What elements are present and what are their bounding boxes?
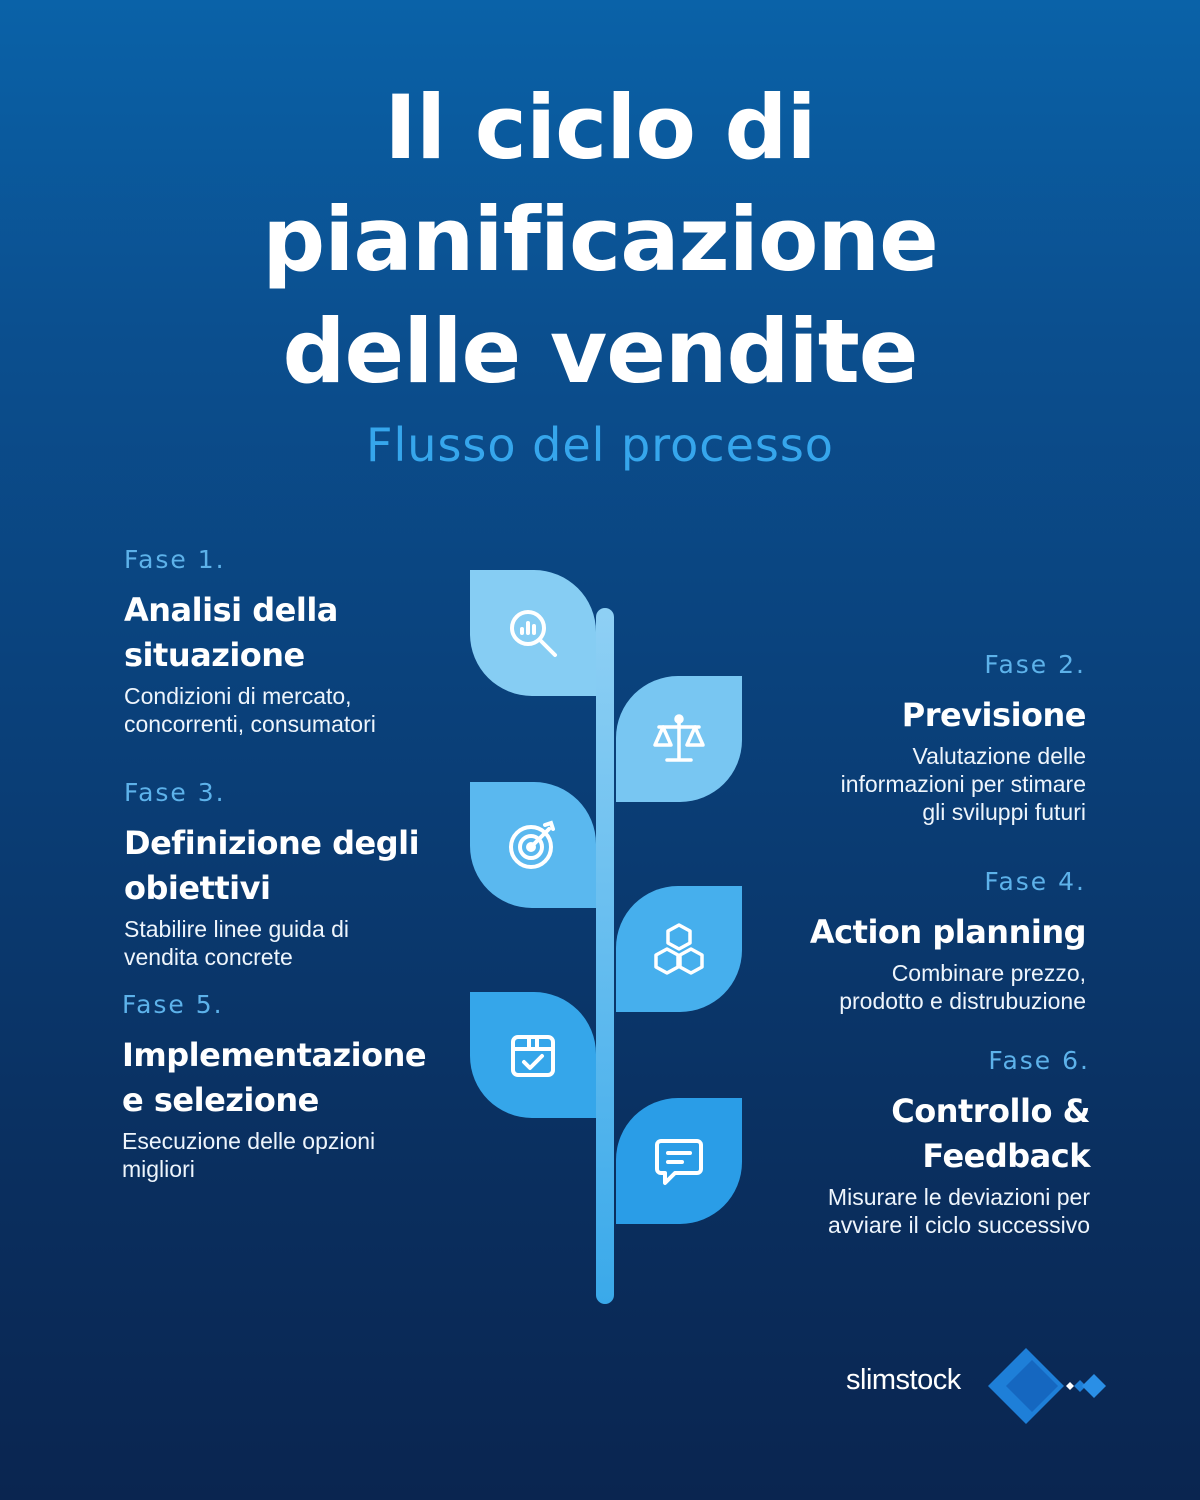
title-line-2: pianificazione — [262, 188, 938, 291]
phase-1-title-line-1: Analisi della — [124, 591, 338, 629]
phase-4-desc-line-2: prodotto e distrubuzione — [839, 988, 1086, 1014]
phase-5 — [122, 990, 452, 1183]
phase-6-title-line-2: Feedback — [922, 1137, 1090, 1175]
phase-1-title-line-2: situazione — [124, 636, 305, 674]
phase-2 — [756, 650, 1086, 826]
phase-3-desc-line-2: vendita concrete — [124, 944, 293, 970]
phase-2-title — [756, 693, 1086, 738]
phase-6-title-line-1: Controllo & — [891, 1092, 1090, 1130]
phase-5-title-line-1: Implementazione — [122, 1036, 427, 1074]
phase-6-description — [760, 1183, 1090, 1239]
page-subtitle: Flusso del processo — [366, 418, 834, 472]
phase-5-description — [122, 1127, 452, 1183]
phase-1-title — [124, 588, 454, 678]
target-icon — [503, 815, 563, 875]
leaf-phase-2 — [616, 676, 742, 802]
logo-text: slimstock — [846, 1364, 961, 1396]
phase-5-title — [122, 1033, 452, 1123]
phase-4-title-line-1: Action planning — [809, 913, 1086, 951]
phase-1-description — [124, 682, 454, 738]
leaf-phase-6 — [616, 1098, 742, 1224]
phase-5-desc-line-2: migliori — [122, 1156, 195, 1182]
phase-3-title-line-1: Definizione degli — [124, 824, 420, 862]
title-line-3: delle vendite — [282, 300, 918, 403]
phase-4 — [756, 867, 1086, 1015]
analysis-magnifier-chart-icon — [503, 603, 563, 663]
leaf-phase-5 — [470, 992, 596, 1118]
phase-1 — [124, 545, 454, 738]
title-line-1: Il ciclo di — [384, 76, 816, 179]
phase-3-title — [124, 821, 454, 911]
balance-scale-icon — [649, 709, 709, 769]
phase-6-desc-line-1: Misurare le deviazioni per — [827, 1184, 1090, 1210]
phase-2-label: Fase 2. — [984, 650, 1086, 679]
leaf-phase-4 — [616, 886, 742, 1012]
phase-3-title-line-2: obiettivi — [124, 869, 271, 907]
phase-2-desc-line-3: gli sviluppi futuri — [922, 799, 1086, 825]
phase-6-desc-line-2: avviare il ciclo successivo — [827, 1212, 1090, 1238]
phase-5-title-line-2: e selezione — [122, 1081, 319, 1119]
phase-6 — [760, 1046, 1090, 1239]
slimstock-diamond-icon — [984, 1346, 1116, 1426]
phase-4-title — [756, 910, 1086, 955]
phase-2-description — [756, 742, 1086, 826]
phase-2-desc-line-1: Valutazione delle — [912, 743, 1086, 769]
process-stem — [596, 608, 614, 1304]
slimstock-logo — [846, 1346, 1116, 1426]
phase-1-desc-line-1: Condizioni di mercato, — [124, 683, 352, 709]
phase-6-title — [760, 1089, 1090, 1179]
page-title — [0, 72, 1200, 408]
phase-4-label: Fase 4. — [984, 867, 1086, 896]
phase-3-label: Fase 3. — [124, 778, 226, 807]
phase-3-description — [124, 915, 454, 971]
phase-6-label: Fase 6. — [988, 1046, 1090, 1075]
leaf-phase-1 — [470, 570, 596, 696]
phase-5-label: Fase 5. — [122, 990, 224, 1019]
phase-4-description — [756, 959, 1086, 1015]
boxes-icon — [649, 919, 709, 979]
phase-3-desc-line-1: Stabilire linee guida di — [124, 916, 350, 942]
phase-5-desc-line-1: Esecuzione delle opzioni — [122, 1128, 376, 1154]
phase-4-desc-line-1: Combinare prezzo, — [891, 960, 1086, 986]
phase-3 — [124, 778, 454, 971]
phase-1-label: Fase 1. — [124, 545, 226, 574]
phase-1-desc-line-2: concorrenti, consumatori — [124, 711, 376, 737]
leaf-phase-3 — [470, 782, 596, 908]
phase-2-desc-line-2: informazioni per stimare — [840, 771, 1086, 797]
box-check-icon — [503, 1025, 563, 1085]
chat-bubble-icon — [649, 1131, 709, 1191]
phase-2-title-line-1: Previsione — [901, 696, 1086, 734]
